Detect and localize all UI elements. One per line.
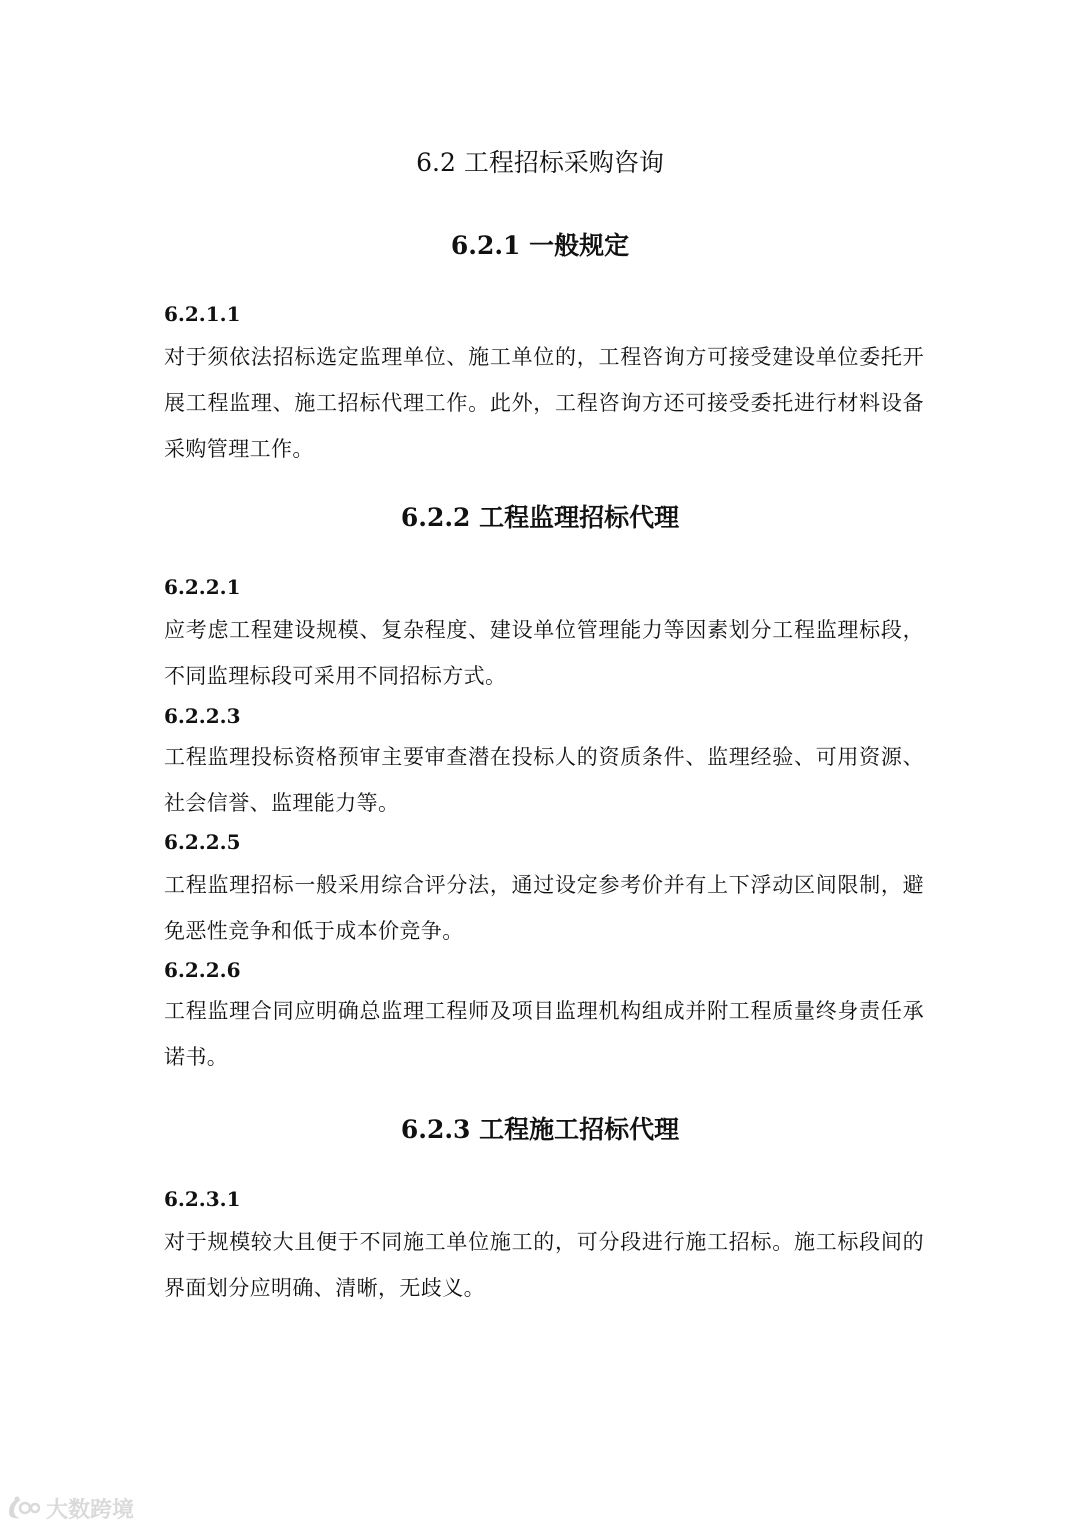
clause-number: 6.2.2.6 (164, 958, 241, 982)
watermark (6, 1491, 134, 1525)
clause-text: 工程监理招标一般采用综合评分法，通过设定参考价并有上下浮动区间限制，避免恶性竞争和低于成本价竞争。 (164, 873, 924, 943)
clause-text: 对于规模较大且便于不同施工单位施工的，可分段进行施工招标。施工标段间的界面划分应明确、清晰，无歧义。 (164, 1230, 924, 1300)
section-heading: 6.2.2 工程监理招标代理 (400, 503, 680, 532)
clause-text: 应考虑工程建设规模、复杂程度、建设单位管理能力等因素划分工程监理标段，不同监理标段可采用不同招标方式。 (164, 618, 924, 688)
clause-number: 6.2.1.1 (164, 302, 241, 326)
section-heading: 6.2.3 工程施工招标代理 (400, 1115, 680, 1144)
section-heading: 6.2.1 一般规定 (450, 231, 630, 260)
clause-number: 6.2.2.5 (164, 830, 241, 854)
clause-text: 工程监理投标资格预审主要审查潜在投标人的资质条件、监理经验、可用资源、社会信誉、监理能力等。 (164, 745, 924, 815)
clause-text: 工程监理合同应明确总监理工程师及项目监理机构组成并附工程质量终身责任承诺书。 (164, 999, 924, 1069)
clause-number: 6.2.2.1 (164, 575, 241, 599)
logo-icon (6, 1495, 40, 1521)
clause-number: 6.2.2.3 (164, 704, 241, 728)
watermark-text: 大数跨境 (46, 1497, 135, 1523)
clause-text: 对于须依法招标选定监理单位、施工单位的，工程咨询方可接受建设单位委托开展工程监理、施工招标代理工作。此外，工程咨询方还可接受委托进行材料设备采购管理工作。 (164, 345, 924, 461)
clause-number: 6.2.3.1 (164, 1187, 241, 1211)
page-title: 6.2 工程招标采购咨询 (416, 148, 664, 177)
